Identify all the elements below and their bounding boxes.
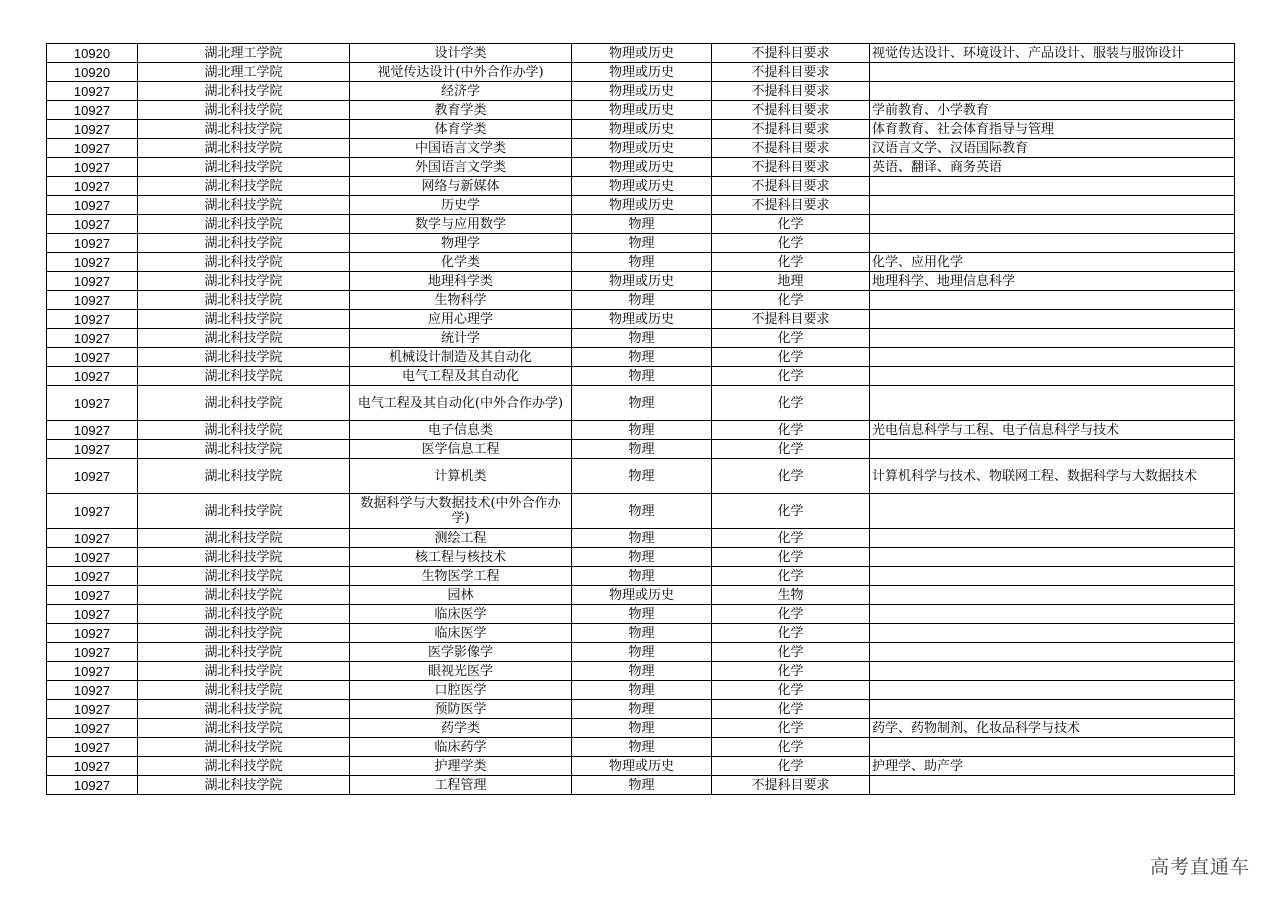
cell-first-subject: 物理 (572, 681, 712, 700)
table-row (47, 82, 1235, 101)
cell-first-subject: 物理或历史 (572, 158, 712, 177)
table-row (47, 234, 1235, 253)
cell-major: 历史学 (350, 196, 572, 215)
cell-school-code: 10927 (47, 82, 138, 101)
cell-included-majors (870, 738, 1235, 757)
cell-second-subject: 生物 (712, 586, 870, 605)
cell-school-code: 10927 (47, 234, 138, 253)
table-row (47, 494, 1235, 529)
cell-second-subject: 化学 (712, 215, 870, 234)
cell-school-name: 湖北科技学院 (138, 348, 350, 367)
cell-included-majors (870, 662, 1235, 681)
cell-school-name: 湖北科技学院 (138, 158, 350, 177)
cell-school-code: 10927 (47, 719, 138, 738)
cell-included-majors (870, 177, 1235, 196)
cell-school-name: 湖北科技学院 (138, 177, 350, 196)
cell-school-code: 10927 (47, 291, 138, 310)
cell-included-majors (870, 82, 1235, 101)
cell-second-subject: 化学 (712, 291, 870, 310)
cell-school-name: 湖北科技学院 (138, 215, 350, 234)
cell-second-subject: 化学 (712, 421, 870, 440)
cell-school-code: 10927 (47, 776, 138, 795)
cell-first-subject: 物理 (572, 494, 712, 529)
table-row (47, 681, 1235, 700)
cell-first-subject: 物理 (572, 291, 712, 310)
cell-major: 园林 (350, 586, 572, 605)
table-row (47, 63, 1235, 82)
cell-included-majors (870, 215, 1235, 234)
cell-school-name: 湖北科技学院 (138, 681, 350, 700)
cell-included-majors (870, 367, 1235, 386)
cell-included-majors (870, 776, 1235, 795)
cell-major: 核工程与核技术 (350, 548, 572, 567)
cell-school-name: 湖北科技学院 (138, 196, 350, 215)
cell-first-subject: 物理 (572, 719, 712, 738)
cell-school-name: 湖北理工学院 (138, 63, 350, 82)
cell-second-subject: 化学 (712, 548, 870, 567)
cell-school-code: 10927 (47, 177, 138, 196)
cell-first-subject: 物理 (572, 459, 712, 494)
cell-school-name: 湖北科技学院 (138, 548, 350, 567)
cell-second-subject: 化学 (712, 386, 870, 421)
cell-major: 工程管理 (350, 776, 572, 795)
cell-major: 网络与新媒体 (350, 177, 572, 196)
cell-school-code: 10927 (47, 120, 138, 139)
table-row (47, 367, 1235, 386)
cell-included-majors (870, 196, 1235, 215)
cell-major: 眼视光医学 (350, 662, 572, 681)
cell-school-code: 10927 (47, 139, 138, 158)
cell-school-code: 10927 (47, 681, 138, 700)
cell-major: 预防医学 (350, 700, 572, 719)
table-row (47, 643, 1235, 662)
cell-major: 统计学 (350, 329, 572, 348)
cell-school-name: 湖北科技学院 (138, 234, 350, 253)
cell-second-subject: 不提科目要求 (712, 158, 870, 177)
table-row (47, 253, 1235, 272)
table-row (47, 700, 1235, 719)
cell-school-code: 10927 (47, 757, 138, 776)
table-row (47, 421, 1235, 440)
cell-major: 临床医学 (350, 624, 572, 643)
cell-major: 电气工程及其自动化(中外合作办学) (350, 386, 572, 421)
table-row (47, 567, 1235, 586)
cell-second-subject: 不提科目要求 (712, 310, 870, 329)
cell-first-subject: 物理或历史 (572, 120, 712, 139)
table-row (47, 529, 1235, 548)
cell-second-subject: 化学 (712, 234, 870, 253)
cell-first-subject: 物理或历史 (572, 101, 712, 120)
cell-second-subject: 化学 (712, 329, 870, 348)
cell-second-subject: 不提科目要求 (712, 44, 870, 63)
cell-major: 医学影像学 (350, 643, 572, 662)
cell-first-subject: 物理或历史 (572, 44, 712, 63)
table-row (47, 459, 1235, 494)
cell-school-name: 湖北科技学院 (138, 494, 350, 529)
cell-major: 计算机类 (350, 459, 572, 494)
watermark-brand: 高考直通车 (1149, 856, 1250, 878)
cell-school-name: 湖北科技学院 (138, 586, 350, 605)
cell-first-subject: 物理 (572, 567, 712, 586)
cell-first-subject: 物理 (572, 548, 712, 567)
cell-first-subject: 物理 (572, 234, 712, 253)
cell-included-majors: 护理学、助产学 (870, 757, 1235, 776)
cell-included-majors (870, 643, 1235, 662)
cell-included-majors: 地理科学、地理信息科学 (870, 272, 1235, 291)
cell-school-name: 湖北科技学院 (138, 386, 350, 421)
cell-school-name: 湖北科技学院 (138, 120, 350, 139)
cell-school-code: 10927 (47, 624, 138, 643)
cell-school-name: 湖北科技学院 (138, 329, 350, 348)
cell-included-majors: 化学、应用化学 (870, 253, 1235, 272)
cell-included-majors (870, 386, 1235, 421)
cell-included-majors (870, 494, 1235, 529)
cell-second-subject: 化学 (712, 348, 870, 367)
cell-school-code: 10927 (47, 586, 138, 605)
cell-major: 外国语言文学类 (350, 158, 572, 177)
table-row (47, 719, 1235, 738)
cell-school-code: 10927 (47, 421, 138, 440)
cell-major: 物理学 (350, 234, 572, 253)
cell-included-majors: 计算机科学与技术、物联网工程、数据科学与大数据技术 (870, 459, 1235, 494)
cell-included-majors (870, 700, 1235, 719)
cell-second-subject: 化学 (712, 494, 870, 529)
cell-first-subject: 物理或历史 (572, 757, 712, 776)
cell-second-subject: 化学 (712, 605, 870, 624)
major-requirements-table (46, 43, 1235, 795)
cell-first-subject: 物理或历史 (572, 82, 712, 101)
cell-school-name: 湖北科技学院 (138, 662, 350, 681)
cell-included-majors: 体育教育、社会体育指导与管理 (870, 120, 1235, 139)
cell-second-subject: 化学 (712, 681, 870, 700)
table-row (47, 215, 1235, 234)
cell-school-code: 10927 (47, 548, 138, 567)
cell-major: 测绘工程 (350, 529, 572, 548)
cell-second-subject: 化学 (712, 643, 870, 662)
cell-school-name: 湖北科技学院 (138, 567, 350, 586)
table-row (47, 158, 1235, 177)
cell-major: 护理学类 (350, 757, 572, 776)
cell-second-subject: 化学 (712, 700, 870, 719)
cell-major: 设计学类 (350, 44, 572, 63)
table-row (47, 386, 1235, 421)
table-row (47, 348, 1235, 367)
cell-major: 生物科学 (350, 291, 572, 310)
cell-school-code: 10927 (47, 348, 138, 367)
cell-included-majors: 汉语言文学、汉语国际教育 (870, 139, 1235, 158)
cell-first-subject: 物理或历史 (572, 272, 712, 291)
cell-included-majors (870, 605, 1235, 624)
cell-school-name: 湖北理工学院 (138, 44, 350, 63)
table-row (47, 291, 1235, 310)
cell-school-code: 10927 (47, 253, 138, 272)
cell-major: 电气工程及其自动化 (350, 367, 572, 386)
cell-second-subject: 化学 (712, 662, 870, 681)
cell-major: 药学类 (350, 719, 572, 738)
cell-included-majors (870, 329, 1235, 348)
table-body (47, 44, 1235, 795)
table-row (47, 586, 1235, 605)
table-row (47, 738, 1235, 757)
cell-school-code: 10927 (47, 529, 138, 548)
table-row (47, 757, 1235, 776)
cell-second-subject: 化学 (712, 459, 870, 494)
cell-school-name: 湖北科技学院 (138, 776, 350, 795)
cell-school-name: 湖北科技学院 (138, 605, 350, 624)
cell-school-name: 湖北科技学院 (138, 253, 350, 272)
cell-first-subject: 物理 (572, 529, 712, 548)
cell-second-subject: 化学 (712, 253, 870, 272)
cell-included-majors (870, 567, 1235, 586)
cell-first-subject: 物理或历史 (572, 586, 712, 605)
cell-major: 中国语言文学类 (350, 139, 572, 158)
cell-school-code: 10927 (47, 605, 138, 624)
cell-school-code: 10927 (47, 459, 138, 494)
cell-first-subject: 物理 (572, 440, 712, 459)
cell-second-subject: 不提科目要求 (712, 196, 870, 215)
cell-included-majors: 学前教育、小学教育 (870, 101, 1235, 120)
cell-school-name: 湖北科技学院 (138, 82, 350, 101)
cell-school-name: 湖北科技学院 (138, 624, 350, 643)
cell-first-subject: 物理 (572, 662, 712, 681)
cell-school-name: 湖北科技学院 (138, 459, 350, 494)
cell-first-subject: 物理 (572, 624, 712, 643)
cell-included-majors (870, 234, 1235, 253)
cell-school-name: 湖北科技学院 (138, 291, 350, 310)
table-row (47, 196, 1235, 215)
cell-first-subject: 物理 (572, 329, 712, 348)
cell-school-code: 10927 (47, 494, 138, 529)
table-row (47, 605, 1235, 624)
table-row (47, 662, 1235, 681)
cell-school-name: 湖北科技学院 (138, 139, 350, 158)
cell-included-majors (870, 586, 1235, 605)
cell-included-majors (870, 440, 1235, 459)
cell-school-name: 湖北科技学院 (138, 101, 350, 120)
cell-school-name: 湖北科技学院 (138, 272, 350, 291)
cell-second-subject: 不提科目要求 (712, 101, 870, 120)
cell-school-name: 湖北科技学院 (138, 757, 350, 776)
cell-included-majors: 视觉传达设计、环境设计、产品设计、服装与服饰设计 (870, 44, 1235, 63)
cell-second-subject: 不提科目要求 (712, 63, 870, 82)
cell-first-subject: 物理或历史 (572, 63, 712, 82)
cell-school-name: 湖北科技学院 (138, 310, 350, 329)
cell-school-code: 10927 (47, 329, 138, 348)
cell-first-subject: 物理 (572, 348, 712, 367)
cell-school-code: 10927 (47, 700, 138, 719)
cell-first-subject: 物理或历史 (572, 139, 712, 158)
table-row (47, 101, 1235, 120)
cell-school-code: 10927 (47, 738, 138, 757)
cell-school-name: 湖北科技学院 (138, 367, 350, 386)
table-row (47, 310, 1235, 329)
table-row (47, 776, 1235, 795)
cell-included-majors (870, 548, 1235, 567)
table-row (47, 548, 1235, 567)
cell-major: 数据科学与大数据技术(中外合作办学) (350, 494, 572, 529)
cell-first-subject: 物理 (572, 776, 712, 795)
cell-school-name: 湖北科技学院 (138, 700, 350, 719)
cell-school-code: 10927 (47, 101, 138, 120)
cell-second-subject: 化学 (712, 567, 870, 586)
cell-school-code: 10927 (47, 196, 138, 215)
cell-second-subject: 化学 (712, 719, 870, 738)
cell-major: 视觉传达设计(中外合作办学) (350, 63, 572, 82)
cell-major: 临床药学 (350, 738, 572, 757)
cell-second-subject: 不提科目要求 (712, 776, 870, 795)
table-row (47, 177, 1235, 196)
cell-second-subject: 化学 (712, 757, 870, 776)
cell-included-majors: 英语、翻译、商务英语 (870, 158, 1235, 177)
cell-major: 教育学类 (350, 101, 572, 120)
cell-school-name: 湖北科技学院 (138, 738, 350, 757)
cell-first-subject: 物理 (572, 643, 712, 662)
cell-second-subject: 地理 (712, 272, 870, 291)
cell-first-subject: 物理 (572, 253, 712, 272)
cell-first-subject: 物理或历史 (572, 196, 712, 215)
cell-major: 体育学类 (350, 120, 572, 139)
cell-school-code: 10927 (47, 367, 138, 386)
cell-first-subject: 物理或历史 (572, 310, 712, 329)
cell-included-majors (870, 624, 1235, 643)
cell-included-majors: 光电信息科学与工程、电子信息科学与技术 (870, 421, 1235, 440)
cell-school-code: 10927 (47, 386, 138, 421)
cell-school-code: 10927 (47, 662, 138, 681)
cell-second-subject: 不提科目要求 (712, 120, 870, 139)
cell-first-subject: 物理 (572, 367, 712, 386)
cell-school-name: 湖北科技学院 (138, 719, 350, 738)
cell-second-subject: 不提科目要求 (712, 82, 870, 101)
cell-included-majors (870, 348, 1235, 367)
cell-second-subject: 化学 (712, 529, 870, 548)
cell-first-subject: 物理 (572, 738, 712, 757)
cell-major: 口腔医学 (350, 681, 572, 700)
cell-school-name: 湖北科技学院 (138, 529, 350, 548)
cell-first-subject: 物理 (572, 700, 712, 719)
cell-school-code: 10927 (47, 272, 138, 291)
cell-major: 应用心理学 (350, 310, 572, 329)
cell-major: 机械设计制造及其自动化 (350, 348, 572, 367)
cell-second-subject: 化学 (712, 738, 870, 757)
cell-included-majors (870, 529, 1235, 548)
table-row (47, 139, 1235, 158)
cell-included-majors (870, 681, 1235, 700)
cell-school-code: 10927 (47, 567, 138, 586)
table-row (47, 440, 1235, 459)
cell-included-majors: 药学、药物制剂、化妆品科学与技术 (870, 719, 1235, 738)
table-row (47, 120, 1235, 139)
cell-included-majors (870, 63, 1235, 82)
cell-first-subject: 物理或历史 (572, 177, 712, 196)
table-row (47, 624, 1235, 643)
cell-school-code: 10927 (47, 440, 138, 459)
cell-first-subject: 物理 (572, 421, 712, 440)
table-row (47, 44, 1235, 63)
table-row (47, 272, 1235, 291)
cell-school-name: 湖北科技学院 (138, 643, 350, 662)
cell-second-subject: 不提科目要求 (712, 177, 870, 196)
cell-school-code: 10927 (47, 158, 138, 177)
cell-school-code: 10927 (47, 643, 138, 662)
cell-school-code: 10920 (47, 63, 138, 82)
cell-school-name: 湖北科技学院 (138, 440, 350, 459)
table-row (47, 329, 1235, 348)
cell-included-majors (870, 310, 1235, 329)
cell-major: 电子信息类 (350, 421, 572, 440)
cell-major: 经济学 (350, 82, 572, 101)
cell-major: 生物医学工程 (350, 567, 572, 586)
cell-major: 化学类 (350, 253, 572, 272)
cell-first-subject: 物理 (572, 215, 712, 234)
cell-included-majors (870, 291, 1235, 310)
cell-second-subject: 化学 (712, 367, 870, 386)
cell-first-subject: 物理 (572, 386, 712, 421)
cell-school-name: 湖北科技学院 (138, 421, 350, 440)
cell-major: 临床医学 (350, 605, 572, 624)
cell-second-subject: 不提科目要求 (712, 139, 870, 158)
cell-school-code: 10927 (47, 310, 138, 329)
cell-major: 地理科学类 (350, 272, 572, 291)
cell-major: 医学信息工程 (350, 440, 572, 459)
cell-second-subject: 化学 (712, 440, 870, 459)
cell-first-subject: 物理 (572, 605, 712, 624)
cell-school-code: 10920 (47, 44, 138, 63)
cell-second-subject: 化学 (712, 624, 870, 643)
cell-major: 数学与应用数学 (350, 215, 572, 234)
cell-school-code: 10927 (47, 215, 138, 234)
